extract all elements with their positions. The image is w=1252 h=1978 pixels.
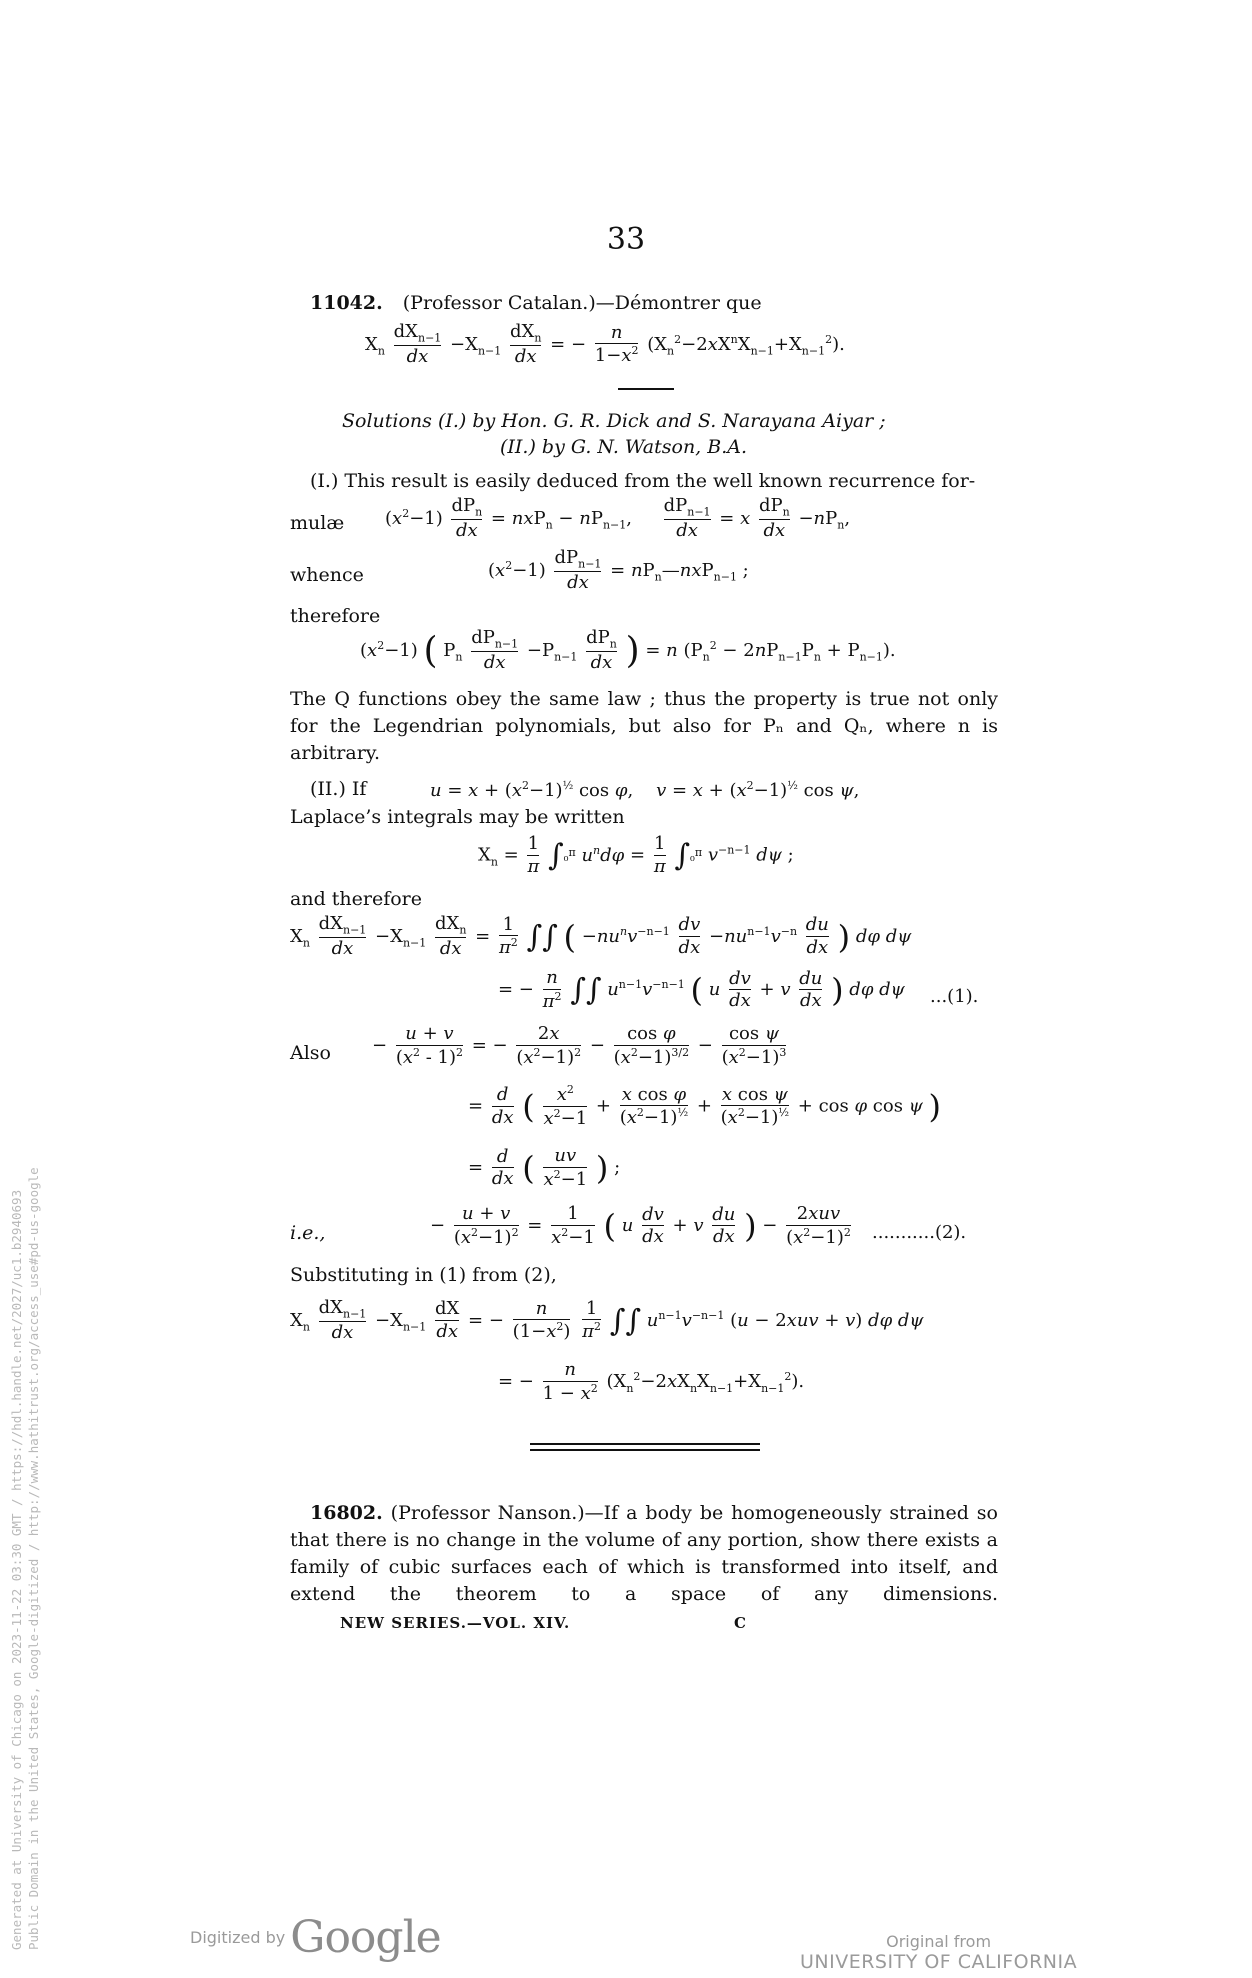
therefore-equation: $(x^2-1)$ ( $P_n$ $\frac{dP_{n-1}}{dx}$ $-P_{n-1}$ $\frac{dP_n}{dx}$ ) = n $(P_n^2 - 2nP_{n-1}P_n + P_{n-1})$. <box>360 627 896 674</box>
eq1-label: ...(1). <box>930 986 979 1007</box>
problem-attribution: (Professor Catalan.)—Démontrer que <box>402 292 762 314</box>
original-from-label: Original from <box>886 1932 992 1951</box>
series-footer: NEW SERIES.—VOL. XIV. <box>340 1614 571 1632</box>
also-equation: − $\frac{u + v}{(x^2 - 1)^2}$ = − $\frac{2x}{(x^2-1)^2}$ − $\frac{\text{cos φ}}{(x^2-1)^{3/2}}$ − $\frac{\text{cos ψ}}{(x^2-1)^3}$ <box>372 1023 787 1068</box>
substituting-line: Substituting in (1) from (2), <box>290 1264 557 1286</box>
digitized-by-label: Digitized by <box>190 1928 286 1947</box>
solutions-line-1: Solutions (I.) by Hon. G. R. Dick and S. Narayana Aiyar ; <box>342 410 886 432</box>
whence-label: whence <box>290 564 364 586</box>
separator-rule-bottom <box>530 1449 760 1451</box>
uv-definition: $u = x + (x^2-1)^{\frac{1}{2}}$ cos φ, $v = x + (x^2-1)^{\frac{1}{2}}$ cos ψ, <box>430 779 860 801</box>
therefore-label: therefore <box>290 605 381 627</box>
google-logo: Google <box>290 1912 441 1963</box>
problem-heading <box>310 292 762 314</box>
laplace-integral: $X_n$ = $\frac{1}{\pi}$ ∫₀$^\pi$ $u^nd\varphi$ = $\frac{1}{\pi}$ ∫₀$^\pi$ $v^{-n-1}$ dψ ; <box>478 833 794 877</box>
problem-16802-number: 16802. <box>310 1502 383 1524</box>
mulae-label: mulæ <box>290 512 345 534</box>
whence-equation: $(x^2-1)$ $\frac{dP_{n-1}}{dx}$ = $nP_n—nxP_{n-1}$ ; <box>488 547 749 594</box>
eq2-label: ...........(2). <box>872 1222 967 1243</box>
signature-mark: C <box>734 1614 746 1632</box>
problem-number: 11042. <box>310 292 383 314</box>
problem-16802-body: (Professor Nanson.)—If a body be homogeneously strained so that there is no change in the volume of any portion, show there exists a family of cubic surfaces each of which is transformed into itself, and extend the theorem to a space of any dimensions. <box>290 1502 998 1605</box>
q-functions-paragraph: The Q functions obey the same law ; thus the property is true not only for the Legendrian polynomials, but also for Pₙ and Qₙ, where n is arbitrary. <box>290 688 998 764</box>
statement-equation: $X_n$ $\frac{dX_{n-1}}{dx}$ $-X_{n-1}$ $\frac{dX_n}{dx}$ = − $\frac{n}{1-x^2}$ $(X_n^2-2xX^nX_{n-1}+X_{n-1}^2)$. <box>365 321 845 368</box>
also-label: Also <box>290 1042 331 1064</box>
also-equation-2: = $\frac{d}{dx}$ ( $\frac{x^2}{x^2-1}$ + $\frac{\text{x cos φ}}{(x^2-1)^{\frac{1}{2}}}$ + $\frac{\text{x cos ψ}}{(x^2-1)^{\frac{1}{2}}}$ + cos φ cos ψ ) <box>468 1083 942 1129</box>
part-ii-if: (II.) If <box>310 778 367 800</box>
intro-line: (I.) This result is easily deduced from the well known recurrence for- <box>310 470 976 492</box>
substituted-equation: $X_n$ $\frac{dX_{n-1}}{dx}$ $-X_{n-1}$ $\frac{dX}{dx}$ = − $\frac{n}{(1-x^2)}$ $\frac{1}{\pi^2}$ ∫∫ $u^{n-1}v^{-n-1}$ (u − 2xuv + v) dφ dψ <box>290 1297 924 1344</box>
watermark-line-1: Generated at University of Chicago on 2023-11-22 03:30 GMT / https://hdl.handle.net/2027/uc1.b2940693 <box>9 1189 24 1950</box>
derivative-integral: $X_n$ $\frac{dX_{n-1}}{dx}$ $-X_{n-1}$ $\frac{dX_n}{dx}$ = $\frac{1}{\pi^2}$ ∫∫ ( $-nu^nv^{-n-1}$ $\frac{dv}{dx}$ $-nu^{n-1}v^{-n}$ $\frac{du}{dx}$ ) dφ dψ <box>290 913 912 960</box>
separator-rule-top <box>530 1443 760 1445</box>
watermark-line-2: Public Domain in the United States, Google-digitized / http://www.hathitrust.org/access_use#pd-us-google <box>26 1167 41 1950</box>
laplace-line: Laplace’s integrals may be written <box>290 806 625 828</box>
hathitrust-watermark <box>8 1167 42 1950</box>
final-equation: = − $\frac{n}{1 - x^2}$ $(X_n^2-2xX_nX_{n-1}+X_{n-1}^2)$. <box>498 1359 805 1404</box>
university-label: UNIVERSITY OF CALIFORNIA <box>800 1951 1078 1973</box>
ie-label: i.e., <box>290 1222 326 1244</box>
also-equation-3: = $\frac{d}{dx}$ ( $\frac{uv}{x^2-1}$ ) ; <box>468 1145 621 1190</box>
equation-two: − $\frac{u + v}{(x^2-1)^2}$ = $\frac{1}{x^2-1}$ ( u $\frac{dv}{dx}$ + v $\frac{du}{dx}$ ) − $\frac{\text{2xuv}}{(x^2-1)^2}$ <box>430 1203 851 1248</box>
equation-one: = − $\frac{n}{\pi^2}$ ∫∫ $u^{n-1}v^{-n-1}$ ( u $\frac{dv}{dx}$ + v $\frac{du}{dx}$ ) dφ dψ <box>498 967 905 1012</box>
and-therefore-label: and therefore <box>290 888 423 910</box>
digitized-by-google <box>190 1912 441 1963</box>
page-number: 33 <box>606 222 646 257</box>
recurrence-equation: $(x^2-1)$ $\frac{dP_n}{dx}$ = $nxP_n - nP_{n-1}$, $\frac{dP_{n-1}}{dx}$ = x $\frac{dP_n}{dx}$ $-nP_n$, <box>385 495 851 542</box>
short-rule <box>618 388 674 390</box>
original-from <box>800 1932 1077 1973</box>
solutions-line-2: (II.) by G. N. Watson, B.A. <box>500 436 748 458</box>
